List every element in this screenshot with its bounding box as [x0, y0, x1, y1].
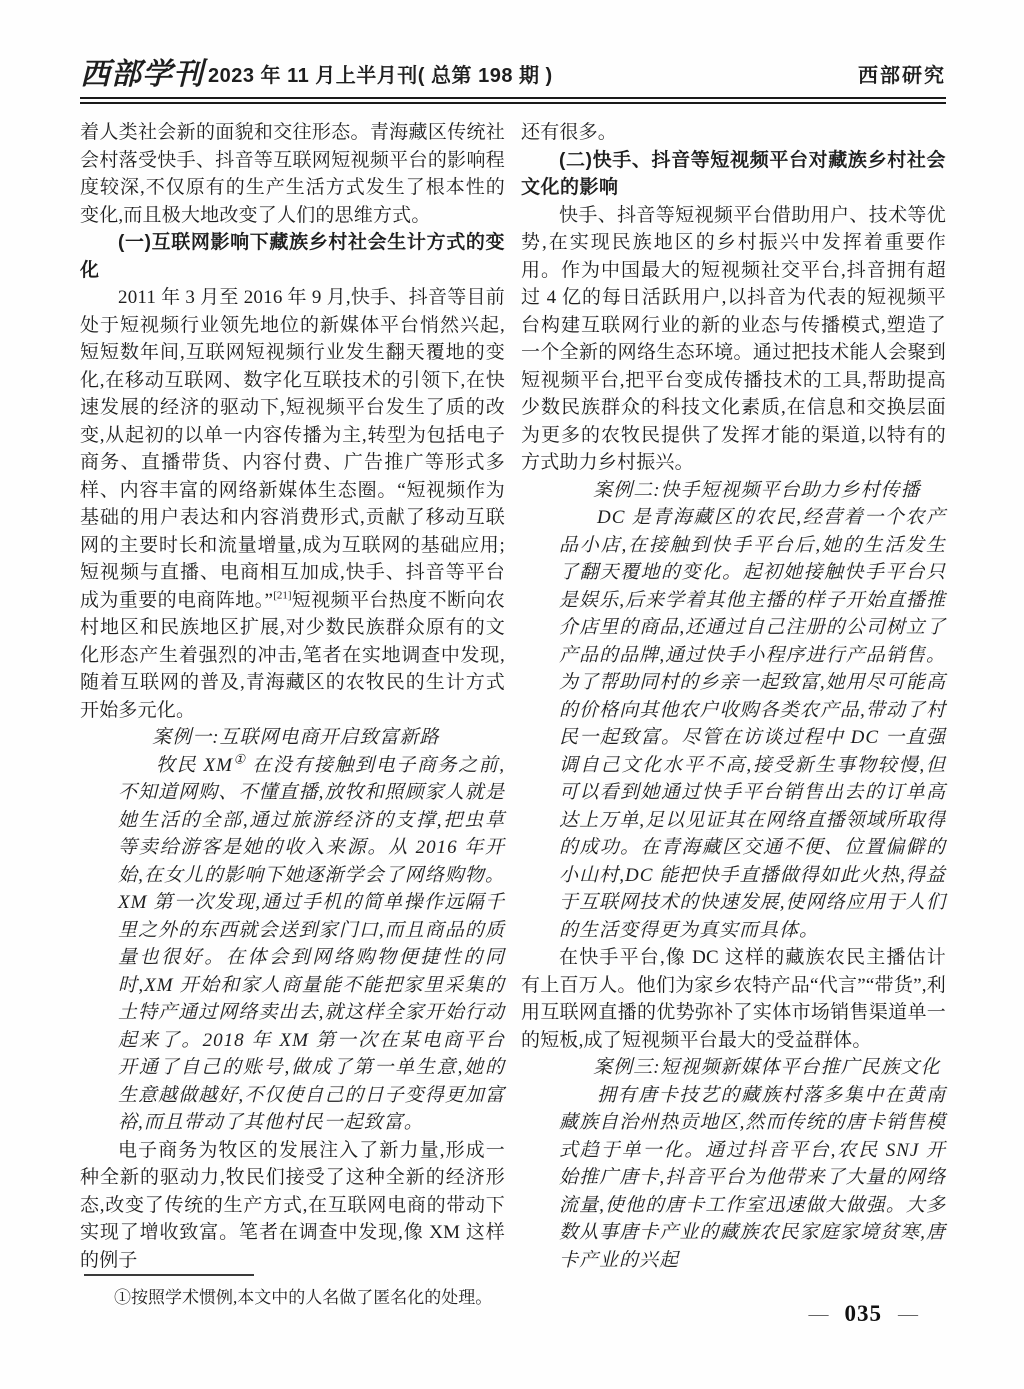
case1-title: 案例一:互联网电商开启致富新路	[152, 727, 440, 748]
article-body	[80, 119, 946, 1307]
case1-body	[118, 752, 505, 1137]
paragraph-with-citation	[80, 284, 505, 724]
footnote-marker: ①	[232, 751, 246, 767]
paragraph-continuation: 还有很多。	[521, 122, 618, 143]
case2-body: DC 是青海藏区的农民,经营着一个农产品小店,在接触到快手平台后,她的生活发生了翻天覆地的变化。起初她接触快手平台只是娱乐,后来学着其他主播的样子开始直播推介店里的商品,还通过自己注册的公司树立了产品的品牌,通过快手小程序进行产品销售。为了帮助同村的乡亲一起致富,她用尽可能高的价格向其他农户收购各类农产品,带动了村民一起致富。尽管在访谈过程中 DC 一直强调自己文化水平不高,接受新生事物较慢,但可以看到她通过快手平台销售出去的订单高达上万单,足以见证其在网络直播领域所取得的成功。在青海藏区交通不便、位置偏僻的小山村,DC 能把快手直播做得如此火热,得益于互联网技术的快速发展,使网络应用于人们的生活变得更为真实而具体。	[559, 507, 946, 941]
case1-subject: 牧民 XM	[156, 754, 233, 776]
case2-title: 案例二:快手短视频平台助力乡村传播	[593, 479, 921, 501]
subsection-heading-1: (一)互联网影响下藏族乡村社会生计方式的变化	[80, 232, 505, 281]
paragraph-text: 短视频平台热度不断向农村地区和民族地区扩展,对少数民族群众原有的文化形态产生着强烈的冲击,笔者在实地调查中发现,随着互联网的普及,青海藏区的农牧民的生计方式开始多元化。	[80, 589, 505, 721]
section-name: 西部研究	[858, 65, 946, 87]
paragraph-continuation: 着人类社会新的面貌和交往形态。青海藏区传统社会村落受快手、抖音等互联网短视频平台的影响程度较深,不仅原有的生产生活方式发生了根本性的变化,而且极大地改变了人们的思维方式。	[80, 122, 505, 226]
citation-marker: [21]	[273, 589, 292, 602]
journal-logo: 西部学刊	[80, 57, 204, 92]
page-number	[809, 1301, 919, 1327]
journal-title-block	[80, 57, 553, 92]
subsection-heading-2: (二)快手、抖音等短视频平台对藏族乡村社会文化的影响	[521, 149, 946, 198]
paragraph: 电子商务为牧区的发展注入了新力量,形成一种全新的驱动力,牧民们接受了这种全新的经济形态,改变了传统的生产方式,在互联网电商的带动下实现了增收致富。笔者在调查中发现,像 XM 这样的例子	[80, 1139, 505, 1271]
right-column	[521, 119, 946, 1294]
footnote-block	[80, 1274, 505, 1332]
footnote-text: ①按照学术惯例,本文中的人名做了匿名化的处理。	[114, 1288, 493, 1307]
case3-body: 拥有唐卡技艺的藏族村落多集中在黄南藏族自治州热贡地区,然而传统的唐卡销售模式趋于单一化。通过抖音平台,农民 SNJ 开始推广唐卡,抖音平台为他带来了大量的网络流量,使他的唐卡工作室迅速做大做强。大多数从事唐卡产业的藏族农民家庭家境贫寒,唐卡产业的兴起	[559, 1084, 946, 1271]
page-header	[80, 57, 946, 97]
paragraph-text: 2011 年 3 月至 2016 年 9 月,快手、抖音等目前处于短视频行业领先地位的新媒体平台悄然兴起,短短数年间,互联网短视频行业发生翻天覆地的变化,在移动互联网、数字化互联技术的引领下,在快速发展的经济的驱动下,短视频平台发生了质的改变,从起初的以单一内容传播为主,转型为包括电子商务、直播带货、内容付费、广告推广等形式多样、内容丰富的网络新媒体生态圈。“短视频作为基础的用户表达和内容消费形式,贡献了移动互联网的主要时长和流量增量,成为互联网的基础应用;短视频与直播、电商相互加成,快手、抖音等平台成为重要的电商阵地。”	[80, 287, 505, 611]
case3-title: 案例三:短视频新媒体平台推广民族文化	[593, 1057, 941, 1078]
issue-info: 2023 年 11 月上半月刊( 总第 198 期 )	[208, 65, 553, 87]
left-column	[80, 119, 505, 1307]
page-number-value: 035	[844, 1301, 882, 1326]
page-number-dash-left: —	[808, 1303, 829, 1325]
case1-text: 在没有接触到电子商务之前,不知道网购、不懂直播,放牧和照顾家人就是她生活的全部,通过旅游经济的支撑,把虫草等卖给游客是她的收入来源。从 2016 年开始,在女儿的影响下她逐渐学会了网络购物。XM 第一次发现,通过手机的简单操作远隔千里之外的东西就会送到家门口,而且商品的质量也很好。在体会到网络购物便捷性的同时,XM 开始和家人商量能不能把家里采集的土特产通过网络卖出去,就这样全家开始行动起来了。2018 年 XM 第一次在某电商平台开通了自己的账号,做成了第一单生意,她的生意越做越好,不仅使自己的日子变得更加富裕,而且带动了其他村民一起致富。	[118, 754, 505, 1133]
page-number-dash-right: —	[898, 1303, 918, 1325]
paragraph: 快手、抖音等短视频平台借助用户、技术等优势,在实现民族地区的乡村振兴中发挥着重要作用。作为中国最大的短视频社交平台,抖音拥有超过 4 亿的每日活跃用户,以抖音为代表的短视频平台构建互联网行业的新的业态与传播模式,塑造了一个全新的网络生态环境。通过把技术能人会聚到短视频平台,把平台变成传播技术的工具,帮助提高少数民族群众的科技文化素质,在信息和交换层面为更多的农牧民提供了发挥才能的渠道,以特有的方式助力乡村振兴。	[521, 204, 946, 473]
header-divider	[80, 97, 946, 104]
paragraph: 在快手平台,像 DC 这样的藏族农民主播估计有上百万人。他们为家乡农特产品“代言”“带货”,利用互联网直播的优势弥补了实体市场销售渠道单一的短板,成了短视频平台最大的受益群体。	[521, 947, 946, 1051]
footnote-divider	[84, 1274, 254, 1276]
